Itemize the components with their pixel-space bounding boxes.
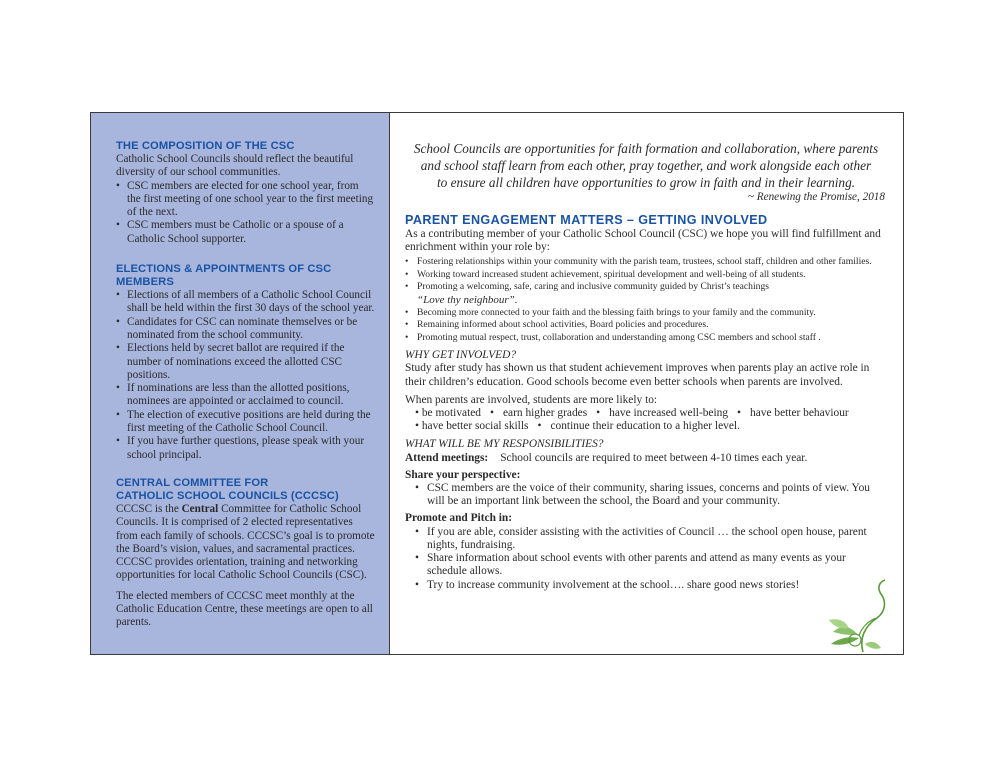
- attend-meetings: [405, 452, 885, 465]
- list-item: • If you have further questions, please speak with your school principal.: [116, 435, 375, 462]
- cccsc-meetings-paragraph: The elected members of CCCSC meet monthly at the Catholic Education Centre, these meetings are open to all parents.: [116, 589, 373, 629]
- list-item: • CSC members must be Catholic or a spouse of a Catholic School supporter.: [116, 219, 375, 246]
- left-column: [91, 113, 390, 654]
- responsibilities-heading: WHAT WILL BE MY RESPONSIBILITIES?: [405, 438, 604, 451]
- elections-list: [116, 289, 375, 462]
- list-item: • CSC members are the voice of their community, sharing issues, concerns and points of view. You will be an important link between the school, the Board and your community.: [415, 482, 885, 508]
- composition-intro: Catholic School Councils should reflect the beautiful diversity of our school communities.: [116, 153, 354, 179]
- list-item: • Remaining informed about school activities, Board policies and procedures.: [405, 319, 885, 331]
- likely-item: continue their education to a higher level.: [550, 420, 740, 433]
- likely-item: earn higher grades: [503, 407, 588, 420]
- cccsc-text-b: Committee for Catholic School Councils. It is comprised of 2 elected representatives from each family of schools. CCCSC’s goal is to promote the Board’s vision, values, and sacramental practices. CCCSC provides orientation, training and networking opportunities for local Catholic School Councils (CSC).: [116, 502, 375, 582]
- love-quote: “Love thy neighbour”.: [417, 293, 518, 306]
- likely-item: have increased well-being: [609, 407, 729, 420]
- composition-list: [116, 180, 375, 246]
- likely-item: have better behaviour: [750, 407, 849, 420]
- cccsc-heading-line2: CATHOLIC SCHOOL COUNCILS (CCCSC): [116, 489, 339, 502]
- list-item: • Becoming more connected to your faith and the blessing faith brings to your family and the community.: [405, 307, 885, 319]
- promote-label: Promote and Pitch in:: [405, 512, 513, 525]
- cccsc-paragraph: [116, 503, 375, 583]
- list-item: • The election of executive positions are held during the first meeting of the Catholic School Council.: [116, 409, 375, 436]
- share-list: [405, 482, 885, 508]
- list-item: • Candidates for CSC can nominate themselves or be nominated from the school community.: [116, 316, 375, 343]
- right-column: [390, 113, 903, 654]
- list-item: • Share information about school events with other parents and attend as many events as your schedule allows.: [415, 552, 885, 578]
- share-label: Share your perspective:: [405, 468, 521, 481]
- engagement-list: [405, 256, 885, 344]
- likely-intro: When parents are involved, students are more likely to:: [405, 393, 658, 406]
- list-item: • Try to increase community involvement at the school…. share good news stories!: [415, 579, 885, 592]
- why-text: Study after study has shown us that student achievement improves when parents play an active role in their children’s education. Good schools become even better schools when parents are involved.: [405, 362, 870, 388]
- attend-text: School councils are required to meet between 4-10 times each year.: [500, 451, 808, 464]
- list-item: [405, 281, 885, 307]
- quote-line: and school staff learn from each other, pray together, and work alongside each other: [420, 158, 872, 173]
- list-item: • Working toward increased student achievement, spiritual development and well-being of all students.: [405, 269, 885, 281]
- likely-row-2: • have better social skills • continue their education to a higher level.: [415, 420, 740, 433]
- attend-label: Attend meetings:: [405, 451, 489, 464]
- list-item: • Elections held by secret ballot are required if the number of nominations exceed the allotted CSC positions.: [116, 342, 375, 382]
- list-item-text: Promoting a welcoming, safe, caring and inclusive community guided by Christ’s teachings: [417, 281, 769, 293]
- list-item: • CSC members are elected for one school year, from the first meeting of one school year to the first meeting of the next.: [116, 180, 375, 220]
- quote-line: to ensure all children have opportunities to grow in faith and in their learning.: [436, 175, 856, 190]
- list-item: • If you are able, consider assisting with the activities of Council … the school open house, parent nights, fundraising.: [415, 526, 885, 552]
- promote-list: [405, 526, 885, 592]
- quote-line: School Councils are opportunities for faith formation and collaboration, where parents: [413, 141, 879, 156]
- composition-heading: THE COMPOSITION OF THE CSC: [116, 140, 295, 152]
- vine-ornament-icon: [819, 574, 891, 654]
- cccsc-heading: [116, 477, 375, 503]
- why-heading: WHY GET INVOLVED?: [405, 349, 517, 362]
- list-item: • If nominations are less than the allotted positions, nominees are appointed or acclaimed to council.: [116, 382, 375, 409]
- list-item: • Fostering relationships within your community with the parish team, trustees, school staff, children and other families.: [405, 256, 885, 268]
- elections-heading: ELECTIONS & APPOINTMENTS OF CSC MEMBERS: [116, 263, 332, 289]
- brochure-panel: [90, 112, 904, 655]
- engagement-intro: As a contributing member of your Catholic School Council (CSC) we hope you will find fulfillment and enrichment within your role by:: [405, 228, 881, 254]
- likely-row-1: • be motivated • earn higher grades • have increased well-being • have better behaviour: [415, 407, 849, 420]
- cccsc-text-a: CCCSC is the: [116, 502, 182, 515]
- list-item: • Promoting mutual respect, trust, collaboration and understanding among CSC members and school staff .: [405, 332, 885, 344]
- engagement-heading: PARENT ENGAGEMENT MATTERS – GETTING INVOLVED: [405, 213, 768, 227]
- quote-attribution: ~ Renewing the Promise, 2018: [747, 191, 885, 203]
- cccsc-text-bold: Central: [181, 502, 219, 515]
- likely-item: be motivated: [421, 407, 481, 420]
- cccsc-heading-line1: CENTRAL COMMITTEE FOR: [116, 476, 269, 489]
- list-item: • Elections of all members of a Catholic School Council shall be held within the first 30 days of the school year.: [116, 289, 375, 316]
- likely-item: have better social skills: [421, 420, 529, 433]
- intro-quote: [407, 140, 885, 191]
